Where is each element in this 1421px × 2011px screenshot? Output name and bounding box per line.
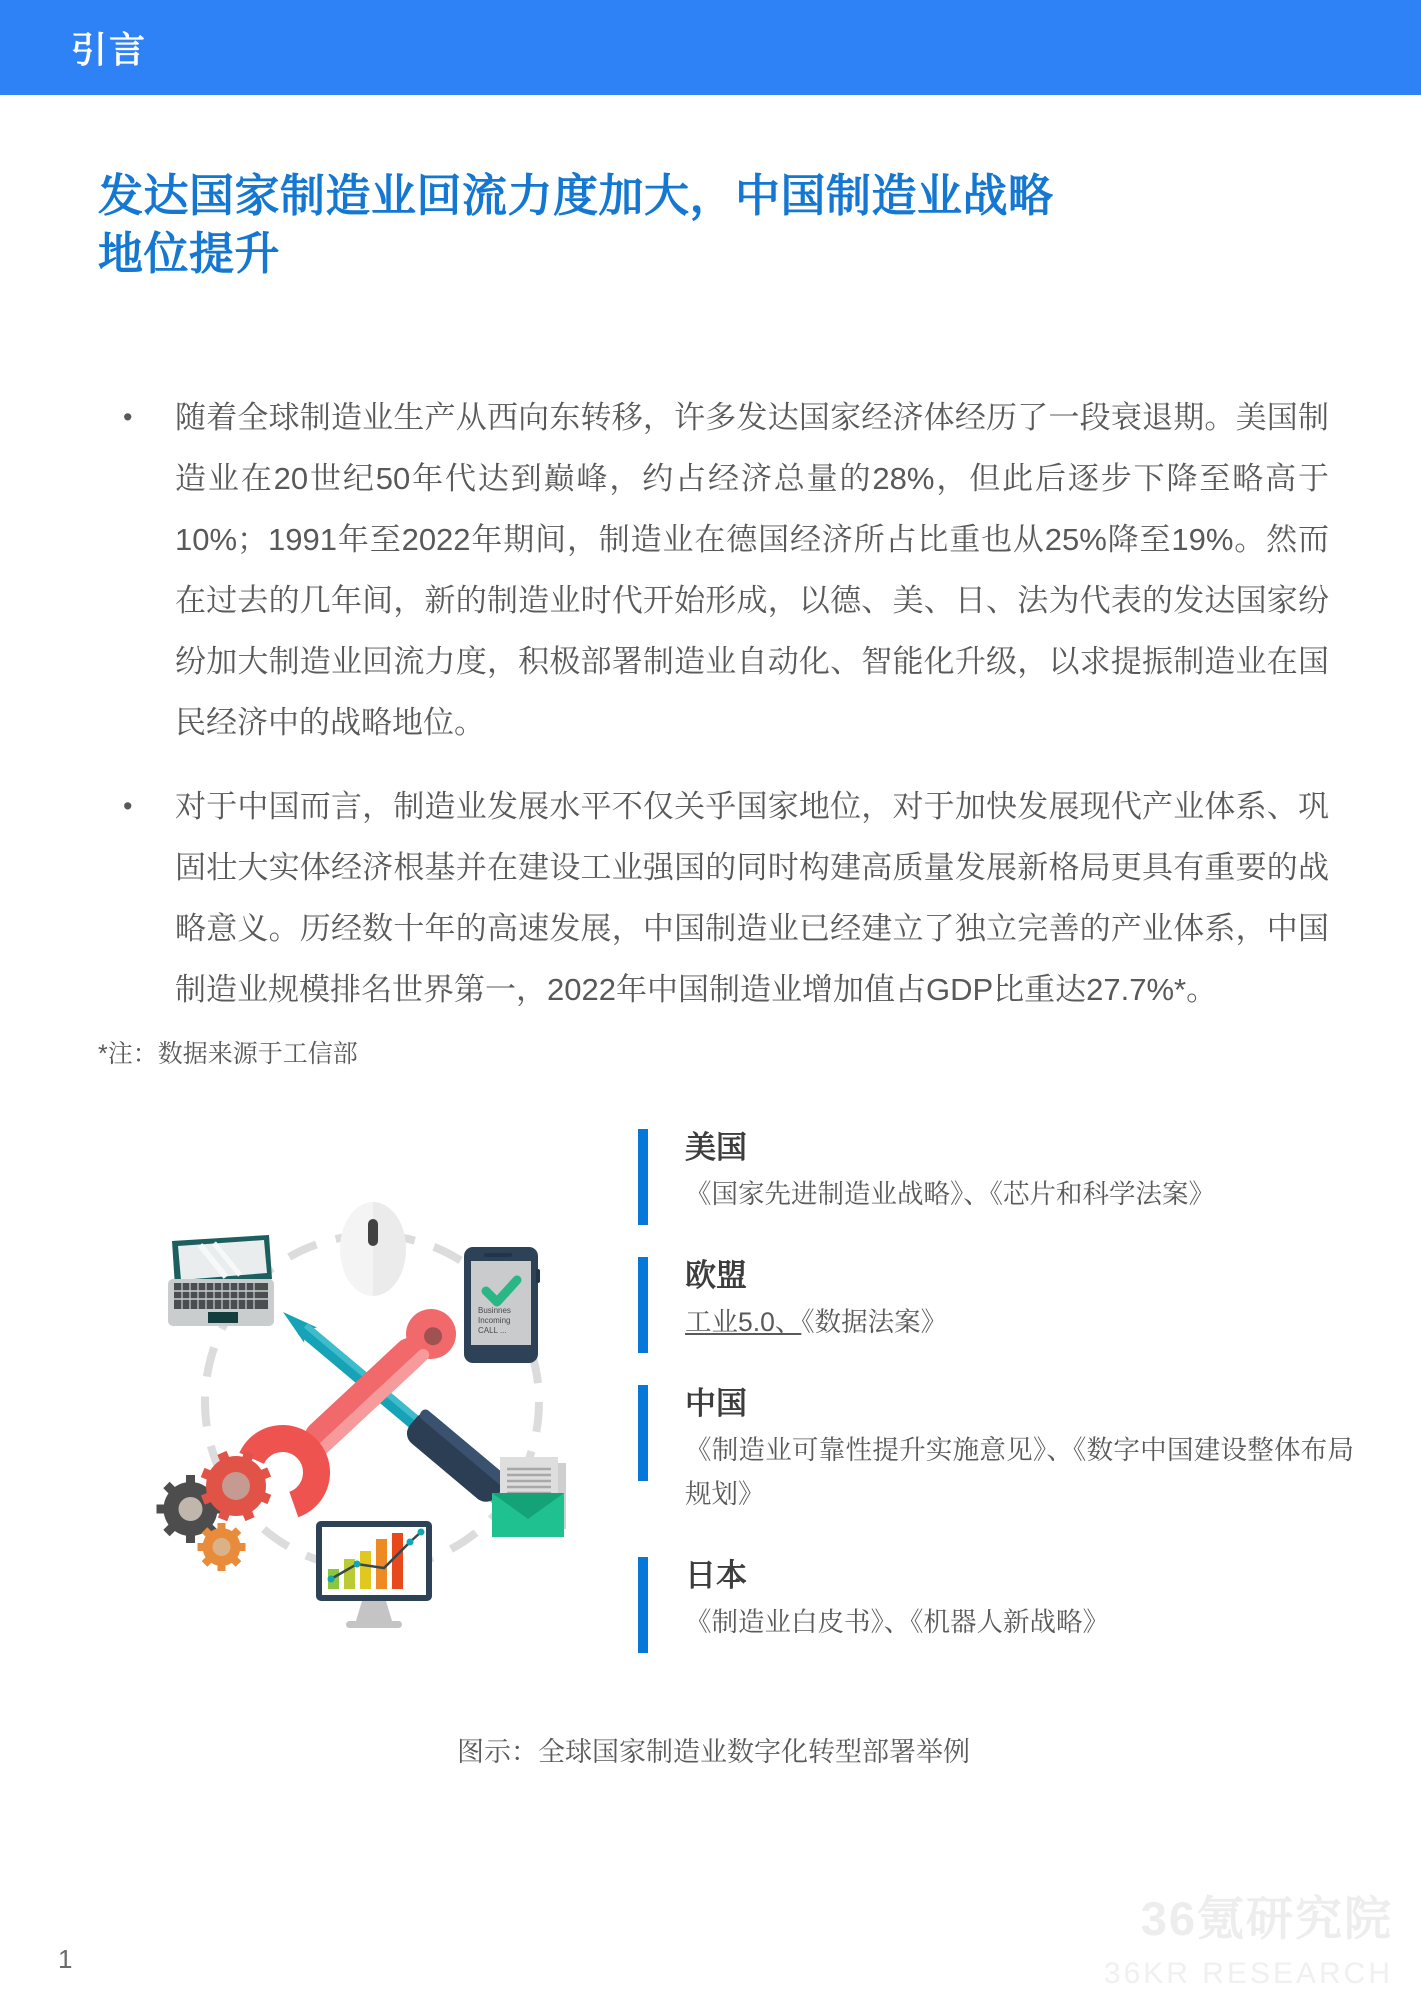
policy-accent-bar: [638, 1257, 648, 1353]
policy-desc-text: 《制造业可靠性提升实施意见》、《数字中国建设整体布局规划》: [685, 1435, 1354, 1509]
digital-tools-illustration: [128, 1169, 593, 1649]
bullet-marker: •: [123, 791, 133, 821]
mouse-icon: [340, 1202, 406, 1296]
gears-icon: [157, 1451, 272, 1571]
email-icon: [492, 1457, 566, 1537]
policy-accent-bar: [638, 1557, 648, 1653]
policy-list: [638, 1124, 1354, 1680]
bullet-text: 随着全球制造业生产从西向东转移，许多发达国家经济体经历了一段衰退期。美国制造业在20世纪50年代达到巅峰，约占经济总量的28%，但此后逐步下降至略高于10%；1991年至2022年期间，制造业在德国经济所占比重也从25%降至19%。然而在过去的几年间，新的制造业时代开始形成，以德、美、日、法为代表的发达国家纷纷加大制造业回流力度，积极部署制造业自动化、智能化升级，以求提振制造业在国民经济中的战略地位。: [175, 400, 1329, 740]
policy-country: 中国: [685, 1386, 747, 1421]
brand-watermark: [1104, 1882, 1393, 1991]
page-title: 发达国家制造业回流力度加大，中国制造业战略地位提升: [98, 170, 1054, 279]
policy-accent-bar: [638, 1385, 648, 1481]
policy-country: 美国: [685, 1130, 747, 1165]
policy-country: 日本: [685, 1558, 747, 1593]
footnote: *注：数据来源于工信部: [98, 1040, 358, 1068]
bullet-marker: •: [123, 402, 133, 432]
page-number: 1: [58, 1944, 73, 1974]
chart-monitor-icon: [316, 1521, 432, 1628]
policy-country: 欧盟: [685, 1258, 747, 1293]
page-content: [0, 167, 1421, 1769]
policy-desc-text: 《数据法案》: [801, 1307, 948, 1337]
policy-entry-usa: [638, 1124, 1354, 1216]
section-title: 引言: [71, 29, 148, 70]
policy-desc: [685, 1172, 1354, 1216]
policy-desc: [685, 1600, 1354, 1644]
policy-desc-text: 《国家先进制造业战略》、《芯片和科学法案》: [685, 1179, 1215, 1209]
policy-accent-bar: [638, 1129, 648, 1225]
policy-entry-eu: [638, 1252, 1354, 1344]
brand-watermark-cn: 36氪研究院: [1140, 1892, 1393, 1945]
policy-desc: [685, 1428, 1354, 1516]
policy-entry-china: [638, 1380, 1354, 1516]
bullet-item: [98, 776, 1329, 1020]
policy-desc-underline: 工业5.0、: [685, 1307, 802, 1337]
wrench-icon: [234, 1292, 472, 1520]
policy-entry-japan: [638, 1552, 1354, 1644]
laptop-icon: [168, 1235, 274, 1326]
policy-desc-text: 《制造业白皮书》、《机器人新战略》: [685, 1607, 1109, 1637]
figure-block: [98, 1122, 1354, 1656]
bullet-list: [98, 387, 1329, 1020]
section-header-bar: [0, 0, 1421, 95]
figure-caption: 图示：全球国家制造业数字化转型部署举例: [457, 1737, 970, 1767]
bullet-item: [98, 387, 1329, 753]
smartphone-icon: [464, 1247, 540, 1363]
policy-desc: [685, 1300, 1354, 1344]
brand-watermark-en: 36KR RESEARCH: [1103, 1957, 1393, 1990]
phone-screen-text: Businnes Incoming CALL ...: [478, 1306, 511, 1335]
bullet-text: 对于中国而言，制造业发展水平不仅关乎国家地位，对于加快发展现代产业体系、巩固壮大实体经济根基并在建设工业强国的同时构建高质量发展新格局更具有重要的战略意义。历经数十年的高速发展，中国制造业已经建立了独立完善的产业体系，中国制造业规模排名世界第一，2022年中国制造业增加值占GDP比重达27.7%*。: [175, 789, 1329, 1007]
